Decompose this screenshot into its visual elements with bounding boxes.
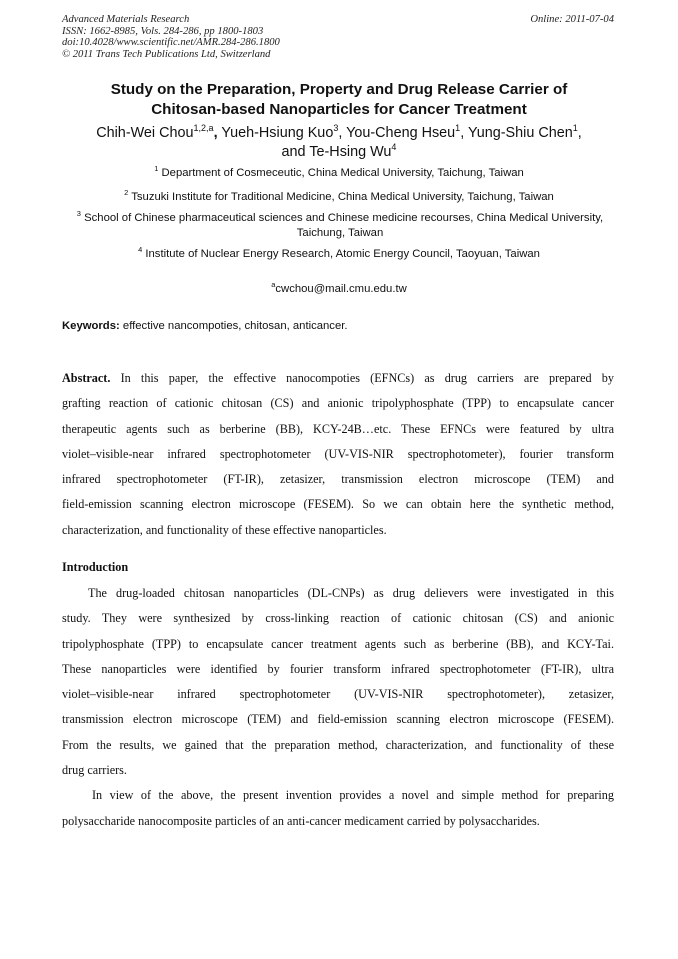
journal-header [62,14,280,60]
author-affil-sup: 1 [572,123,578,133]
section-heading-introduction: Introduction [62,560,129,574]
author-line-1: Chih-Wei Chou$^{1,2,a}$, Yueh-Hsiung Kuo$^3$, You-Cheng Hseu$^1$, Yung-Shiu Chen$^1$, [96,123,582,141]
introduction-body: The drug-loaded chitosan nanoparticles (DL-CNPs) as drug delievers were investigated in this study. They were synthesized by cross-linking reaction of cationic chitosan (CS) and anionic tripolyphosphate (TPP) to encapsulate cancer treatment agents such as berberine (BB), and KCY-Tai. These nanoparticles were identified by fourier transform infrared spectrophotometer (FT-IR), ultra violet–visible-near infrared spectrophotometer (UV-VIS-NIR spectrophotometer), zetasizer, transmission electron microscope (TEM) and field-emission scanning electron microscope (FESEM). From the results, we gained that the preparation method, characterization, and functionality of these drug carriers. In view of the above, the present invention provides a novel and simple method for preparing polysaccharide nanocomposite particles of an anti-cancer medicament carried by polysaccharides. [62,586,614,828]
corresponding-email: $^a$cwchou@mail.cmu.edu.tw [271,280,407,295]
author-name: Yung-Shiu Chen [467,125,573,141]
copyright-line: © 2011 Trans Tech Publications Ltd, Switzerland [62,48,271,60]
affiliation-1: $^1$ Department of Cosmeceutic, China Medical University, Taichung, Taiwan [154,164,524,179]
keywords [62,319,348,334]
author-name: Chih-Wei Chou [96,125,194,141]
author-affil-sup: 4 [391,142,397,152]
author-line-2 [40,143,638,162]
paper-title [40,80,638,119]
author-name: You-Cheng Hseu [346,125,456,141]
author-name: Yueh-Hsiung Kuo [221,125,334,141]
author-affil-sup: 1 [455,123,461,133]
author-affil-sup: 3 [333,123,339,133]
authors-joiner: and [281,144,306,160]
abstract: Abstract. In this paper, the effective nanocompoties (EFNCs) as drug carriers are prepared by grafting reaction of cationic chitosan (CS) and anionic tripolyphosphate (TPP) to encapsulate cancer therapeutic agents such as berberine (BB), KCY-24B…etc. These EFNCs were featured by ultra violet–visible-near infrared spectrophotometer (UV-VIS-NIR spectrophotometer), fourier transform infrared spectrophotometer (FT-IR), zetasizer, transmission electron microscope (TEM) and field-emission scanning electron microscope (FESEM). So we can obtain here the synthetic method, characterization, and functionality of these effective nanoparticles. [62,371,614,537]
author-list [40,124,638,162]
online-date: Online: 2011-07-04 [530,14,614,25]
author-name: Te-Hsing Wu [309,144,392,160]
journal-name: Advanced Materials Research [62,14,190,25]
keywords-label: Keywords: [62,320,120,332]
affiliation-3: $^3$ School of Chinese pharmaceutical sciences and Chinese medicine recourses, China Medical University, Taichung, Taiwan [76,209,604,239]
affiliation-4: $^4$ Institute of Nuclear Energy Research, Atomic Energy Council, Taoyuan, Taiwan [138,245,540,260]
keywords-text: effective nancompoties, chitosan, anticancer. [122,320,348,332]
title-line-2: Chitosan-based Nanoparticles for Cancer Treatment [151,100,527,118]
title-line-1: Study on the Preparation, Property and Drug Release Carrier of [110,81,568,98]
issn-line: ISSN: 1662-8985, Vols. 284-286, pp 1800-1803 [62,25,264,37]
email-address: cwchou@mail.cmu.edu.tw [275,283,407,295]
affiliation-2: $^2$ Tsuzuki Institute for Traditional Medicine, China Medical University, Taichung, Taiwan [124,188,554,203]
author-affil-sup: 1,2,a [193,123,214,133]
abstract-label: Abstract. [62,371,111,385]
doi-line: doi:10.4028/www.scientific.net/AMR.284-286.1800 [62,37,280,49]
